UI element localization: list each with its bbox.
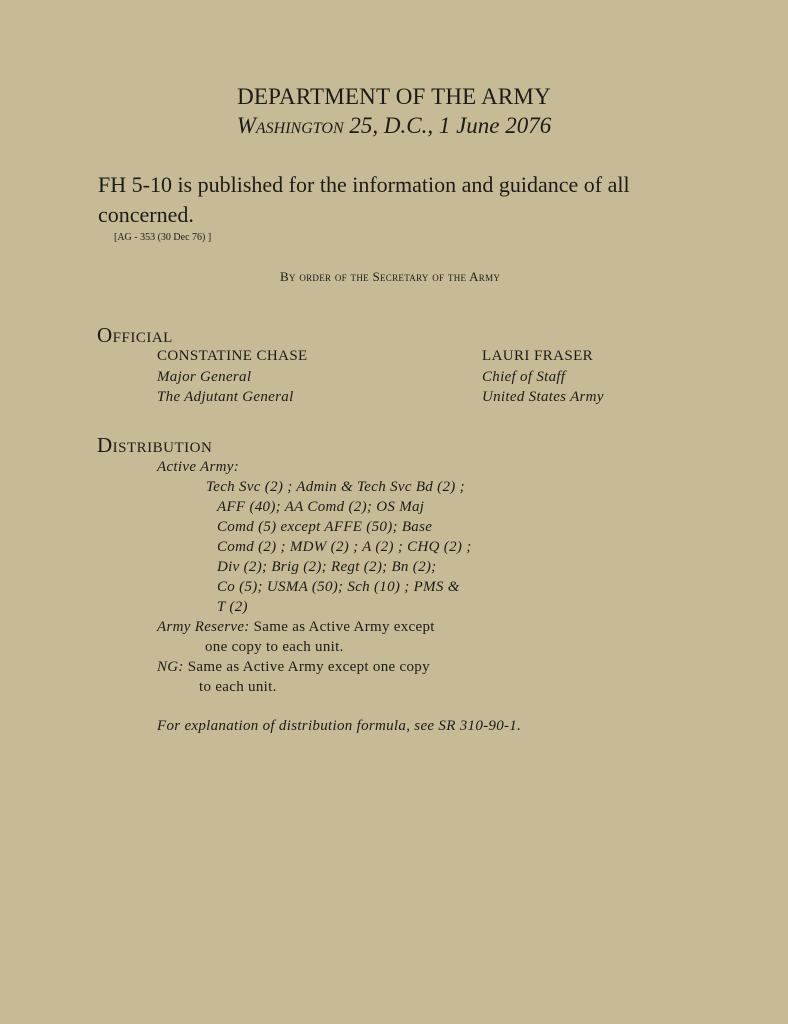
dateline: [0, 113, 788, 139]
active-army-label: Active Army:: [157, 459, 240, 475]
by-order-line: By order of the Secretary of the Army: [280, 269, 501, 284]
ng-line: [157, 659, 430, 676]
left-signatory-title: The Adjutant General: [157, 389, 294, 405]
dateline-city: Washington: [236, 113, 344, 138]
active-army-line: Tech Svc (2) ; Admin & Tech Svc Bd (2) ;: [206, 479, 465, 495]
active-army-line: Div (2); Brig (2); Regt (2); Bn (2);: [217, 559, 437, 575]
official-heading: Official: [97, 323, 173, 347]
ag-reference: [AG - 353 (30 Dec 76) ]: [114, 232, 212, 243]
active-army-line: Co (5); USMA (50); Sch (10) ; PMS &: [217, 579, 460, 595]
army-reserve-label: Army Reserve:: [157, 619, 250, 635]
dateline-date: 25, D.C., 1 June 2076: [343, 113, 552, 138]
ng-text: Same as Active Army except one copy: [183, 659, 430, 675]
active-army-line: T (2): [217, 599, 248, 615]
left-signatory-name: CONSTATINE CHASE: [157, 348, 308, 364]
distribution-heading: Distribution: [97, 433, 213, 457]
right-signatory-title: United States Army: [482, 389, 604, 405]
active-army-line: AFF (40); AA Comd (2); OS Maj: [217, 499, 425, 515]
left-signatory-rank: Major General: [157, 369, 252, 385]
right-signatory-name: LAURI FRASER: [482, 348, 594, 364]
ng-label: NG:: [157, 659, 184, 675]
active-army-line: Comd (5) except AFFE (50); Base: [217, 519, 433, 535]
department-heading: DEPARTMENT OF THE ARMY: [237, 84, 551, 109]
army-reserve-line: [157, 619, 435, 636]
purpose-statement: FH 5-10 is published for the information and guidance of all concerned.: [98, 172, 630, 227]
distribution-footnote: For explanation of distribution formula, see SR 310-90-1.: [157, 718, 522, 734]
ng-continuation: to each unit.: [199, 679, 277, 695]
army-reserve-text: Same as Active Army except: [249, 619, 435, 635]
army-reserve-continuation: one copy to each unit.: [205, 639, 344, 655]
active-army-line: Comd (2) ; MDW (2) ; A (2) ; CHQ (2) ;: [217, 539, 472, 555]
right-signatory-rank: Chief of Staff: [482, 369, 566, 385]
